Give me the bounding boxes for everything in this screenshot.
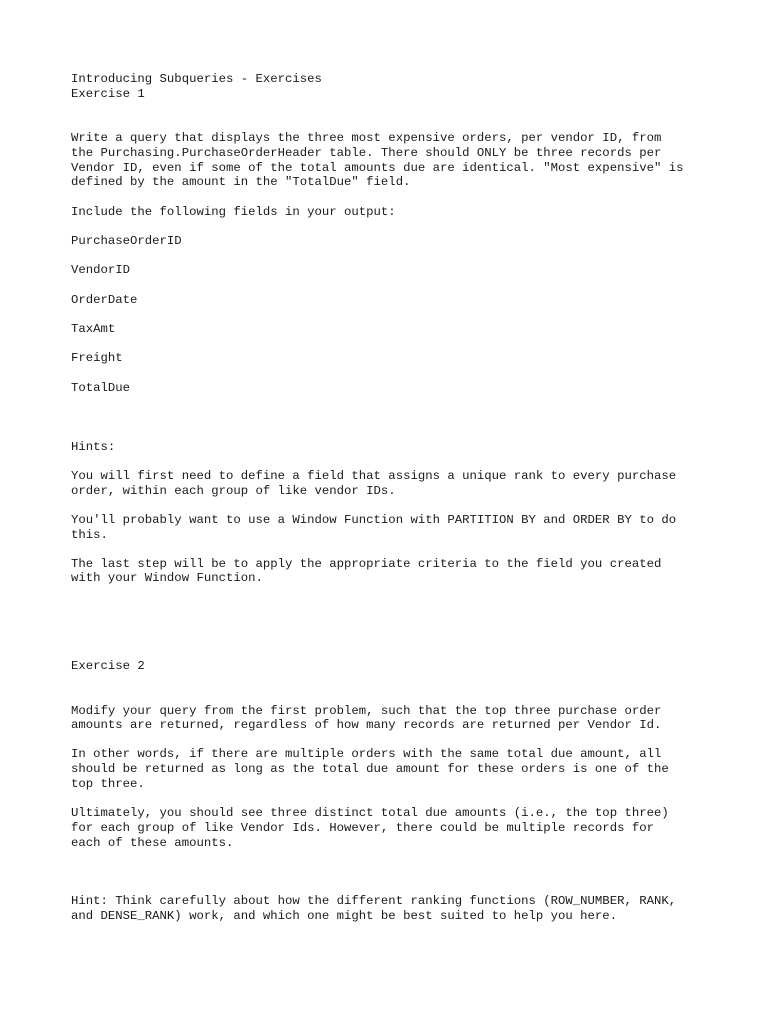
exercise-1-heading: Exercise 1 [71,87,145,101]
fields-intro: Include the following fields in your output: [71,205,396,219]
exercise-2-paragraph-line: for each group of like Vendor Ids. However, there could be multiple records for [71,821,654,835]
hint-1-line: You will first need to define a field that assigns a unique rank to every purchase [71,469,677,483]
field-item: PurchaseOrderID [71,234,182,248]
exercise-2-heading: Exercise 2 [71,659,145,673]
exercise-2-prompt-line: Modify your query from the first problem, such that the top three purchase order [71,704,662,718]
exercise-2-paragraph-line: should be returned as long as the total due amount for these orders is one of the [71,762,669,776]
field-item: OrderDate [71,293,138,307]
exercise-2-paragraph-line: Ultimately, you should see three distinct total due amounts (i.e., the top three) [71,806,669,820]
hint-1-line: order, within each group of like vendor IDs. [71,484,396,498]
exercise-1-prompt-line: Vendor ID, even if some of the total amounts due are identical. "Most expensive" is [71,161,684,175]
exercise-2-paragraph-line: top three. [71,777,145,791]
field-item: TotalDue [71,381,131,395]
exercise-1-prompt-line: Write a query that displays the three most expensive orders, per vendor ID, from [71,131,662,145]
exercise-2-prompt-line: amounts are returned, regardless of how many records are returned per Vendor Id. [71,718,662,732]
hint-2-line: You'll probably want to use a Window Function with PARTITION BY and ORDER BY to do [71,513,677,527]
exercise-1-prompt-line: the Purchasing.PurchaseOrderHeader table. There should ONLY be three records per [71,146,662,160]
exercise-2-paragraph-line: each of these amounts. [71,836,234,850]
hint-2-line: this. [71,528,108,542]
exercise-2-hint-line: Hint: Think carefully about how the different ranking functions (ROW_NUMBER, RANK, [71,894,677,908]
exercise-2-paragraph-line: In other words, if there are multiple orders with the same total due amount, all [71,747,662,761]
hints-heading: Hints: [71,440,116,454]
exercise-2-hint-line: and DENSE_RANK) work, and which one might be best suited to help you here. [71,909,618,923]
document-title: Introducing Subqueries - Exercises [71,72,322,86]
hint-3-line: The last step will be to apply the appropriate criteria to the field you created [71,557,662,571]
field-item: TaxAmt [71,322,116,336]
field-item: Freight [71,351,123,365]
exercise-1-prompt-line: defined by the amount in the "TotalDue" field. [71,175,411,189]
field-item: VendorID [71,263,131,277]
hint-3-line: with your Window Function. [71,571,263,585]
